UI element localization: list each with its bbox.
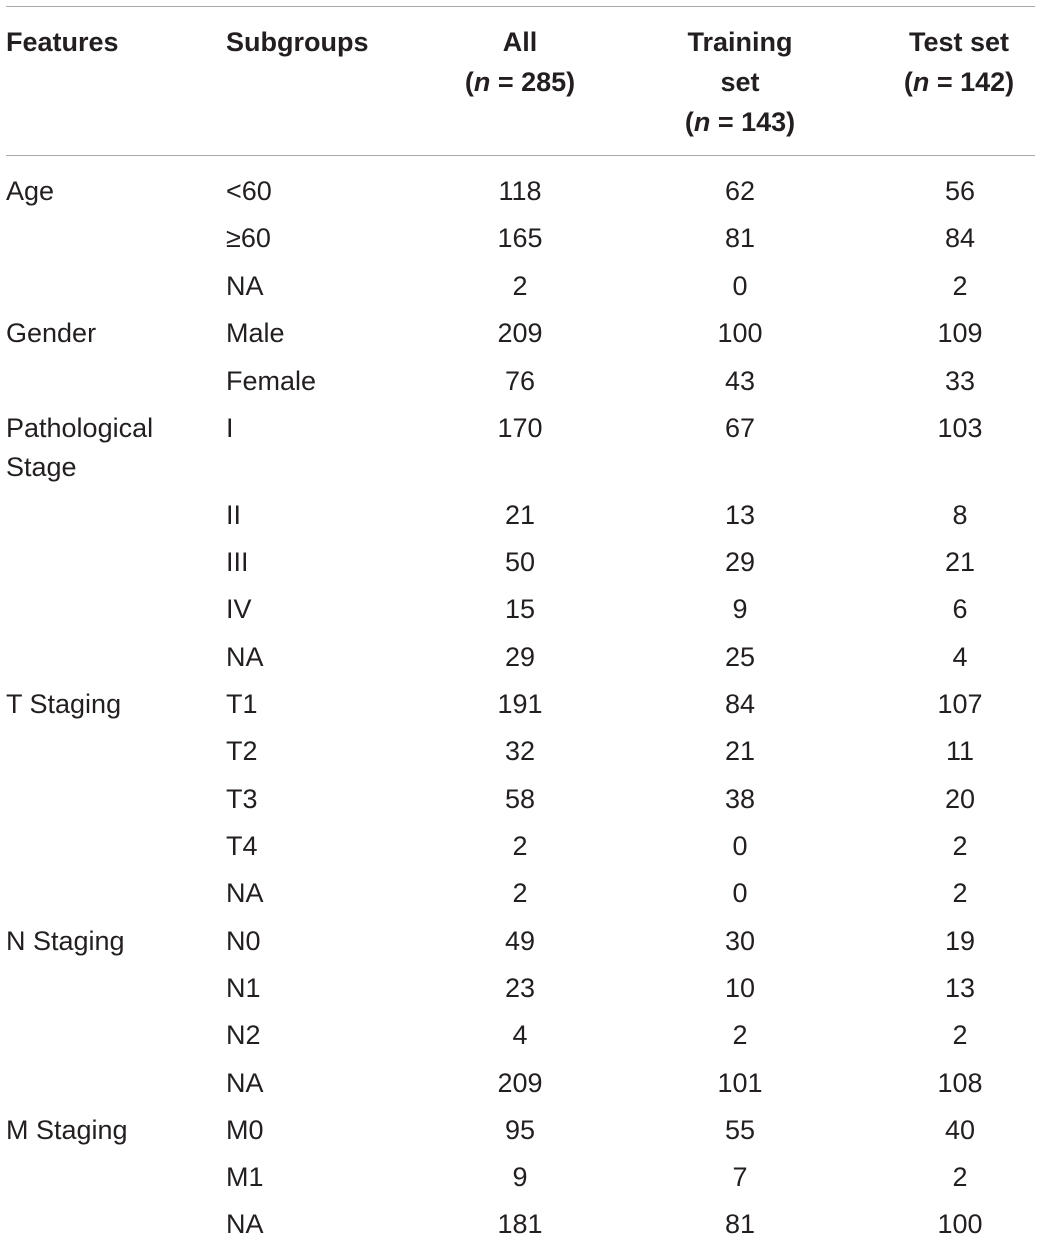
subgroup-cell: M1	[226, 1162, 264, 1192]
table-row	[0, 1201, 1040, 1248]
training-count-cell: 13	[724, 500, 756, 530]
subgroup-cell: II	[226, 500, 242, 530]
table-row	[0, 1012, 1040, 1059]
all-count-cell: 2	[512, 878, 528, 908]
training-count-cell: 84	[724, 689, 756, 719]
test-count-cell: 109	[937, 318, 983, 348]
training-count-cell: 38	[724, 784, 756, 814]
table-row	[0, 1154, 1040, 1201]
training-count-cell: 0	[732, 831, 748, 861]
table-header	[0, 22, 1040, 152]
header-all-n-symbol: n	[473, 67, 491, 97]
all-count-cell: 165	[497, 223, 543, 253]
training-count-cell: 81	[724, 1209, 756, 1239]
feature-cell: N Staging	[6, 926, 125, 956]
training-count-cell: 0	[732, 271, 748, 301]
training-count-cell: 43	[724, 366, 756, 396]
header-training-n-value: = 143)	[710, 107, 796, 137]
test-count-cell: 108	[937, 1068, 983, 1098]
subgroup-cell: NA	[226, 271, 264, 301]
test-count-cell: 4	[952, 642, 968, 672]
training-count-cell: 10	[724, 973, 756, 1003]
all-count-cell: 23	[504, 973, 536, 1003]
test-count-cell: 33	[944, 366, 976, 396]
training-count-cell: 25	[724, 642, 756, 672]
all-count-cell: 9	[512, 1162, 528, 1192]
training-count-cell: 7	[732, 1162, 748, 1192]
test-count-cell: 103	[937, 413, 983, 443]
test-count-cell: 2	[952, 831, 968, 861]
all-count-cell: 191	[497, 689, 543, 719]
training-count-cell: 67	[724, 413, 756, 443]
training-count-cell: 29	[724, 547, 756, 577]
all-count-cell: 50	[504, 547, 536, 577]
table-row	[0, 823, 1040, 870]
all-count-cell: 2	[512, 831, 528, 861]
subgroup-cell: T2	[226, 736, 258, 766]
test-count-cell: 13	[944, 973, 976, 1003]
header-test-n-value: = 142)	[929, 67, 1015, 97]
training-count-cell: 100	[717, 318, 763, 348]
subgroup-cell: N1	[226, 973, 261, 1003]
test-count-cell: 2	[952, 1162, 968, 1192]
test-count-cell: 56	[944, 176, 976, 206]
header-features	[6, 22, 119, 62]
test-count-cell: 2	[952, 271, 968, 301]
header-all-label: All	[502, 27, 538, 57]
header-all	[420, 22, 620, 102]
all-count-cell: 2	[512, 271, 528, 301]
header-training-label-2: set	[720, 67, 760, 97]
all-count-cell: 29	[504, 642, 536, 672]
training-count-cell: 81	[724, 223, 756, 253]
test-count-cell: 20	[944, 784, 976, 814]
table-row	[0, 870, 1040, 917]
subgroup-cell: IV	[226, 594, 252, 624]
all-count-cell: 32	[504, 736, 536, 766]
header-subgroups	[226, 22, 369, 62]
header-training	[640, 22, 840, 142]
test-count-cell: 19	[944, 926, 976, 956]
subgroup-cell: N0	[226, 926, 261, 956]
table-row	[0, 492, 1040, 539]
header-test-n: (n = 142)	[903, 67, 1015, 97]
training-count-cell: 0	[732, 878, 748, 908]
header-features-label: Features	[6, 27, 119, 57]
all-count-cell: 4	[512, 1020, 528, 1050]
table-row	[0, 681, 1040, 728]
training-count-cell: 62	[724, 176, 756, 206]
subgroup-cell: NA	[226, 878, 264, 908]
test-count-cell: 107	[937, 689, 983, 719]
table-row	[0, 539, 1040, 586]
all-count-cell: 49	[504, 926, 536, 956]
all-count-cell: 21	[504, 500, 536, 530]
header-test	[859, 22, 1040, 102]
training-count-cell: 55	[724, 1115, 756, 1145]
table-row	[0, 310, 1040, 357]
test-count-cell: 8	[952, 500, 968, 530]
subgroup-cell: ≥60	[226, 223, 271, 253]
test-count-cell: 11	[945, 736, 975, 766]
table-header-rule	[6, 155, 1035, 156]
all-count-cell: 170	[497, 413, 543, 443]
subgroup-cell: NA	[226, 1209, 264, 1239]
feature-cell: M Staging	[6, 1115, 128, 1145]
table-row	[0, 776, 1040, 823]
header-subgroups-label: Subgroups	[226, 27, 369, 57]
subgroup-cell: M0	[226, 1115, 264, 1145]
subgroup-cell: T3	[226, 784, 258, 814]
table-row	[0, 634, 1040, 681]
table-row	[0, 1107, 1040, 1154]
subgroup-cell: T1	[226, 689, 258, 719]
table-row	[0, 215, 1040, 262]
table-row	[0, 728, 1040, 775]
table-row	[0, 405, 1040, 492]
all-count-cell: 209	[497, 1068, 543, 1098]
table-row	[0, 1060, 1040, 1107]
test-count-cell: 84	[944, 223, 976, 253]
test-count-cell: 2	[952, 1020, 968, 1050]
test-count-cell: 2	[952, 878, 968, 908]
table-row	[0, 586, 1040, 633]
header-training-label-1: Training	[687, 27, 793, 57]
training-count-cell: 30	[724, 926, 756, 956]
header-training-n-symbol: n	[693, 107, 711, 137]
subgroup-cell: NA	[226, 1068, 264, 1098]
subgroup-cell: <60	[226, 176, 272, 206]
header-all-n-value: = 285)	[490, 67, 576, 97]
header-test-label: Test set	[908, 27, 1010, 57]
subgroup-cell: I	[226, 413, 234, 443]
training-count-cell: 21	[724, 736, 756, 766]
table-row	[0, 918, 1040, 965]
all-count-cell: 15	[504, 594, 536, 624]
table-row	[0, 965, 1040, 1012]
feature-cell: Pathological Stage	[6, 413, 154, 482]
subgroup-cell: III	[226, 547, 249, 577]
feature-cell: Gender	[6, 318, 97, 348]
table-row	[0, 263, 1040, 310]
header-all-n: (n = 285)	[464, 67, 576, 97]
all-count-cell: 58	[504, 784, 536, 814]
subgroup-cell: N2	[226, 1020, 261, 1050]
header-test-n-symbol: n	[912, 67, 930, 97]
training-count-cell: 101	[717, 1068, 763, 1098]
all-count-cell: 118	[498, 176, 542, 206]
header-training-n: (n = 143)	[684, 107, 796, 137]
table-row	[0, 168, 1040, 215]
subgroup-cell: T4	[226, 831, 258, 861]
subgroup-cell: Female	[226, 366, 317, 396]
all-count-cell: 209	[497, 318, 543, 348]
table-row	[0, 358, 1040, 405]
training-count-cell: 9	[732, 594, 748, 624]
subgroup-cell: NA	[226, 642, 264, 672]
test-count-cell: 40	[944, 1115, 976, 1145]
table-top-rule	[6, 6, 1035, 7]
test-count-cell: 6	[952, 594, 968, 624]
subgroup-cell: Male	[226, 318, 285, 348]
all-count-cell: 95	[504, 1115, 536, 1145]
feature-cell: T Staging	[6, 689, 122, 719]
feature-cell: Age	[6, 176, 55, 206]
training-count-cell: 2	[732, 1020, 748, 1050]
test-count-cell: 100	[937, 1209, 983, 1239]
test-count-cell: 21	[944, 547, 976, 577]
all-count-cell: 76	[504, 366, 536, 396]
all-count-cell: 181	[497, 1209, 543, 1239]
